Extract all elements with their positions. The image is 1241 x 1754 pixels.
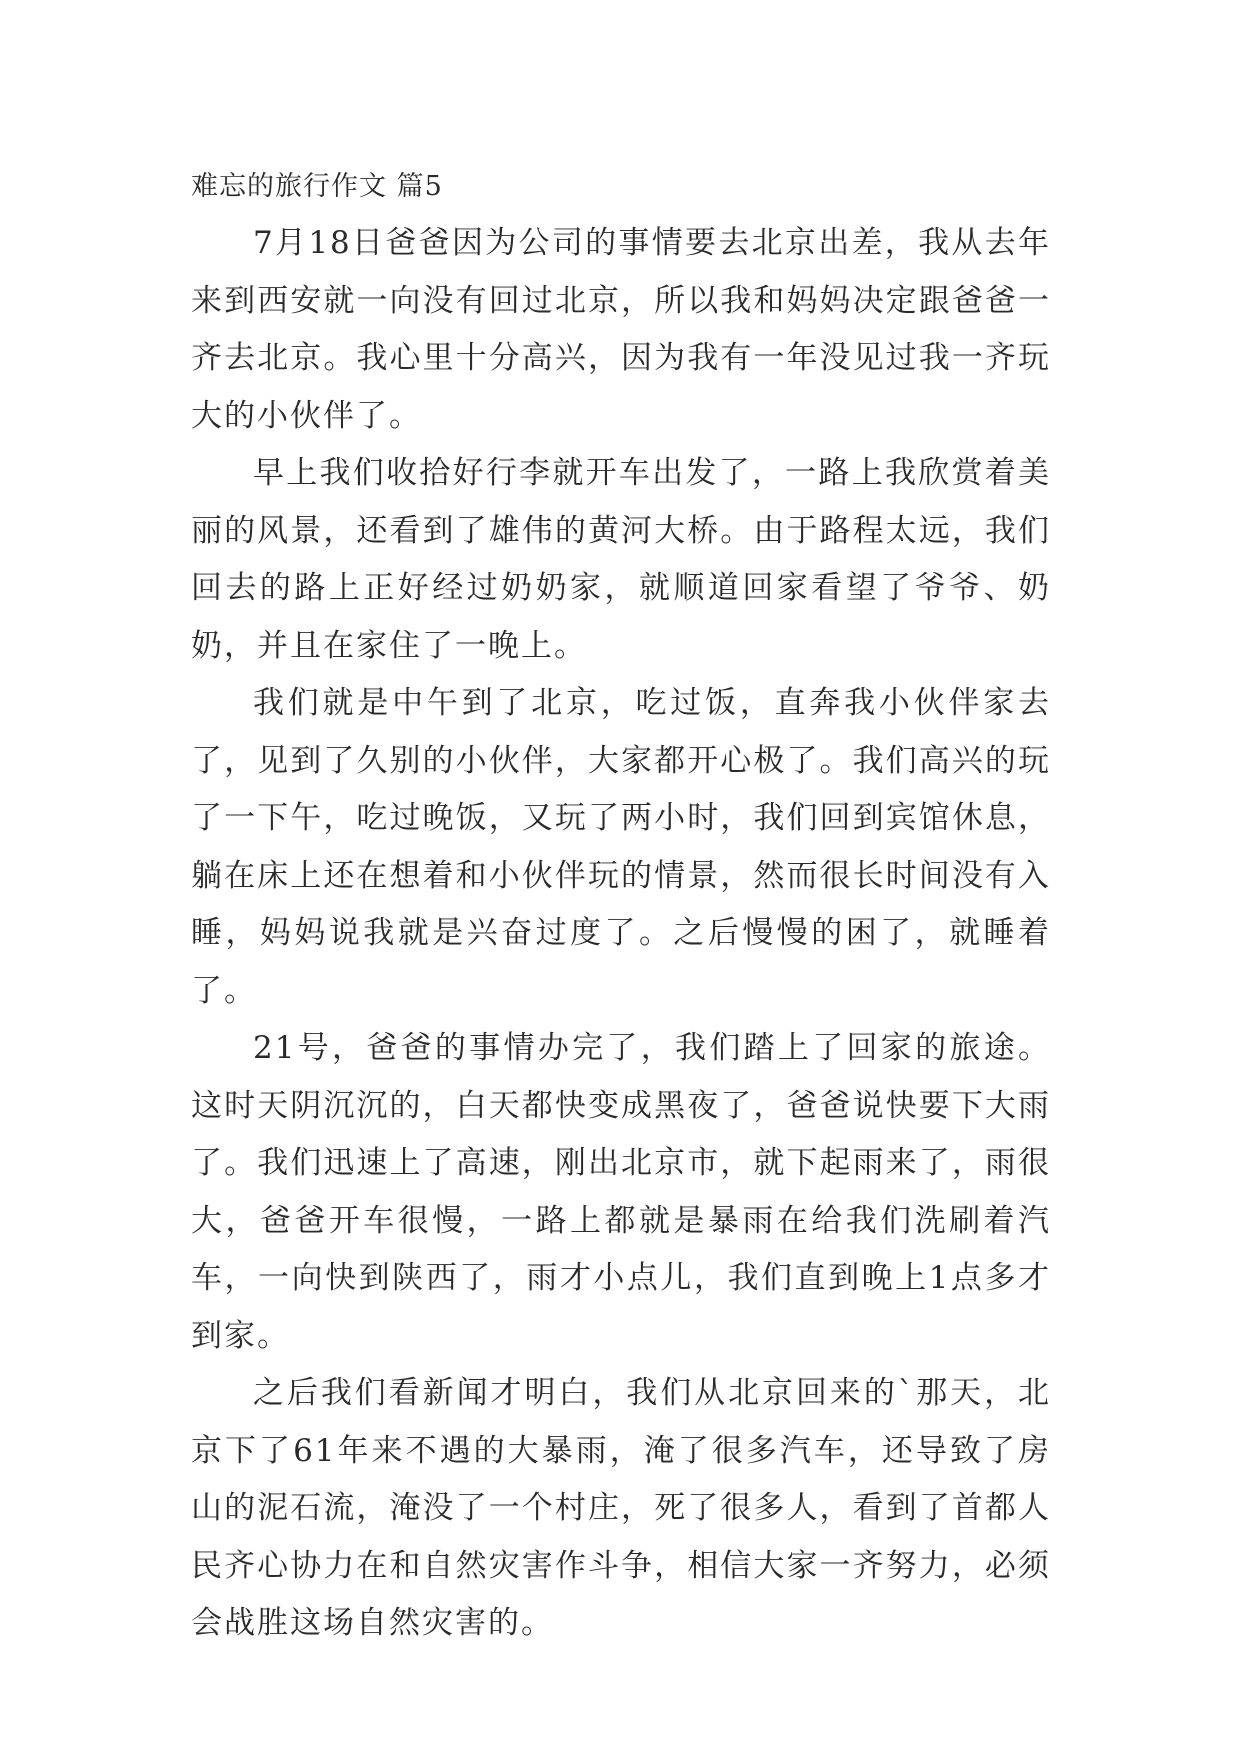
paragraph-4: 21号，爸爸的事情办完了，我们踏上了回家的旅途。这时天阴沉沉的，白天都快变成黑夜了，爸爸说快要下大雨了。我们迅速上了高速，刚出北京市，就下起雨来了，雨很大，爸爸开车很慢，一路上都就是暴雨在给我们洗刷着汽车，一向快到陕西了，雨才小点儿，我们直到晚上1点多才到家。 <box>191 1030 1051 1354</box>
document-body <box>191 165 1051 1653</box>
paragraph-1: 7月18日爸爸因为公司的事情要去北京出差，我从去年来到西安就一向没有回过北京，所以我和妈妈决定跟爸爸一齐去北京。我心里十分高兴，因为我有一年没见过我一齐玩大的小伙伴了。 <box>191 225 1051 434</box>
document-title: 难忘的旅行作文 篇5 <box>191 171 443 202</box>
paragraph-2: 早上我们收拾好行李就开车出发了，一路上我欣赏着美丽的风景，还看到了雄伟的黄河大桥。由于路程太远，我们回去的路上正好经过奶奶家，就顺道回家看望了爷爷、奶奶，并且在家住了一晚上。 <box>191 455 1051 664</box>
paragraph-5: 之后我们看新闻才明白，我们从北京回来的`那天，北京下了61年来不遇的大暴雨，淹了很多汽车，还导致了房山的泥石流，淹没了一个村庄，死了很多人，看到了首都人民齐心协力在和自然灾害作斗争，相信大家一齐努力，必须会战胜这场自然灾害的。 <box>191 1375 1051 1641</box>
paragraph-3: 我们就是中午到了北京，吃过饭，直奔我小伙伴家去了，见到了久别的小伙伴，大家都开心极了。我们高兴的玩了一下午，吃过晚饭，又玩了两小时，我们回到宾馆休息，躺在床上还在想着和小伙伴玩的情景，然而很长时间没有入睡，妈妈说我就是兴奋过度了。之后慢慢的困了，就睡着了。 <box>191 685 1051 1009</box>
